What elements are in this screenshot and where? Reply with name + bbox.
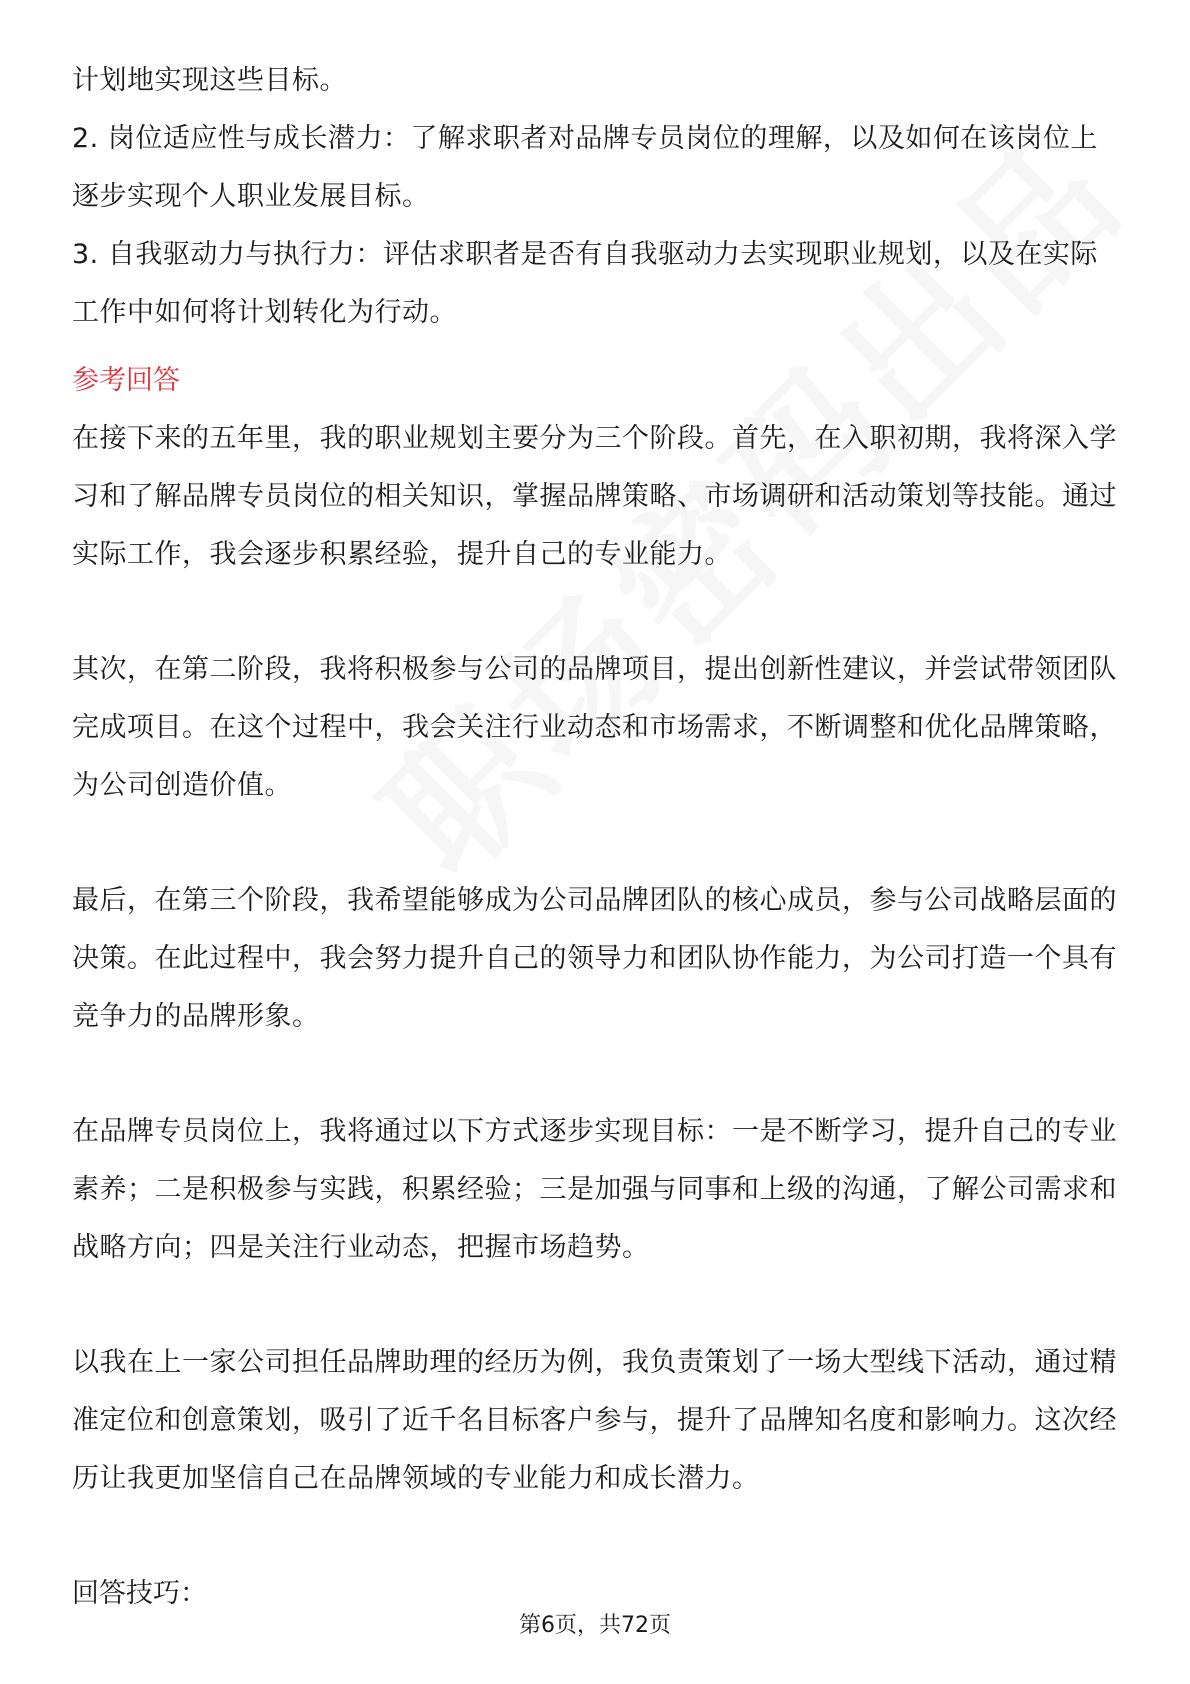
- answer-paragraph: 在接下来的五年里，我的职业规划主要分为三个阶段。首先，在入职初期，我将深入学习和了解品牌专员岗位的相关知识，掌握品牌策略、市场调研和活动策划等技能。通过实际工作，我会逐步积累经验，提升自己的专业能力。: [72, 423, 1117, 570]
- section-title-reference-answer: 参考回答: [72, 365, 180, 396]
- intro-continuation: 计划地实现这些目标。: [72, 65, 347, 96]
- answer-paragraph: 以我在上一家公司担任品牌助理的经历为例，我负责策划了一场大型线下活动，通过精准定位和创意策划，吸引了近千名目标客户参与，提升了品牌知名度和影响力。这次经历让我更加坚信自己在品牌领域的专业能力和成长潜力。: [72, 1347, 1117, 1494]
- list-item-3: 3. 自我驱动力与执行力：评估求职者是否有自我驱动力去实现职业规划，以及在实际工作中如何将计划转化为行动。: [72, 239, 1098, 328]
- document-page: [72, 52, 1118, 1623]
- answer-paragraph: 最后，在第三个阶段，我希望能够成为公司品牌团队的核心成员，参与公司战略层面的决策。在此过程中，我会努力提升自己的领导力和团队协作能力，为公司打造一个具有竞争力的品牌形象。: [72, 885, 1117, 1032]
- list-item-2: 2. 岗位适应性与成长潜力：了解求职者对品牌专员岗位的理解，以及如何在该岗位上逐步实现个人职业发展目标。: [72, 123, 1098, 212]
- answer-paragraph: 在品牌专员岗位上，我将通过以下方式逐步实现目标：一是不断学习，提升自己的专业素养；二是积极参与实践，积累经验；三是加强与同事和上级的沟通，了解公司需求和战略方向；四是关注行业动态，把握市场趋势。: [72, 1116, 1117, 1263]
- tips-label: 回答技巧：: [72, 1578, 207, 1609]
- answer-paragraph: 其次，在第二阶段，我将积极参与公司的品牌项目，提出创新性建议，并尝试带领团队完成项目。在这个过程中，我会关注行业动态和市场需求，不断调整和优化品牌策略，为公司创造价值。: [72, 654, 1117, 801]
- page-indicator: 第6页，共72页: [519, 1613, 671, 1638]
